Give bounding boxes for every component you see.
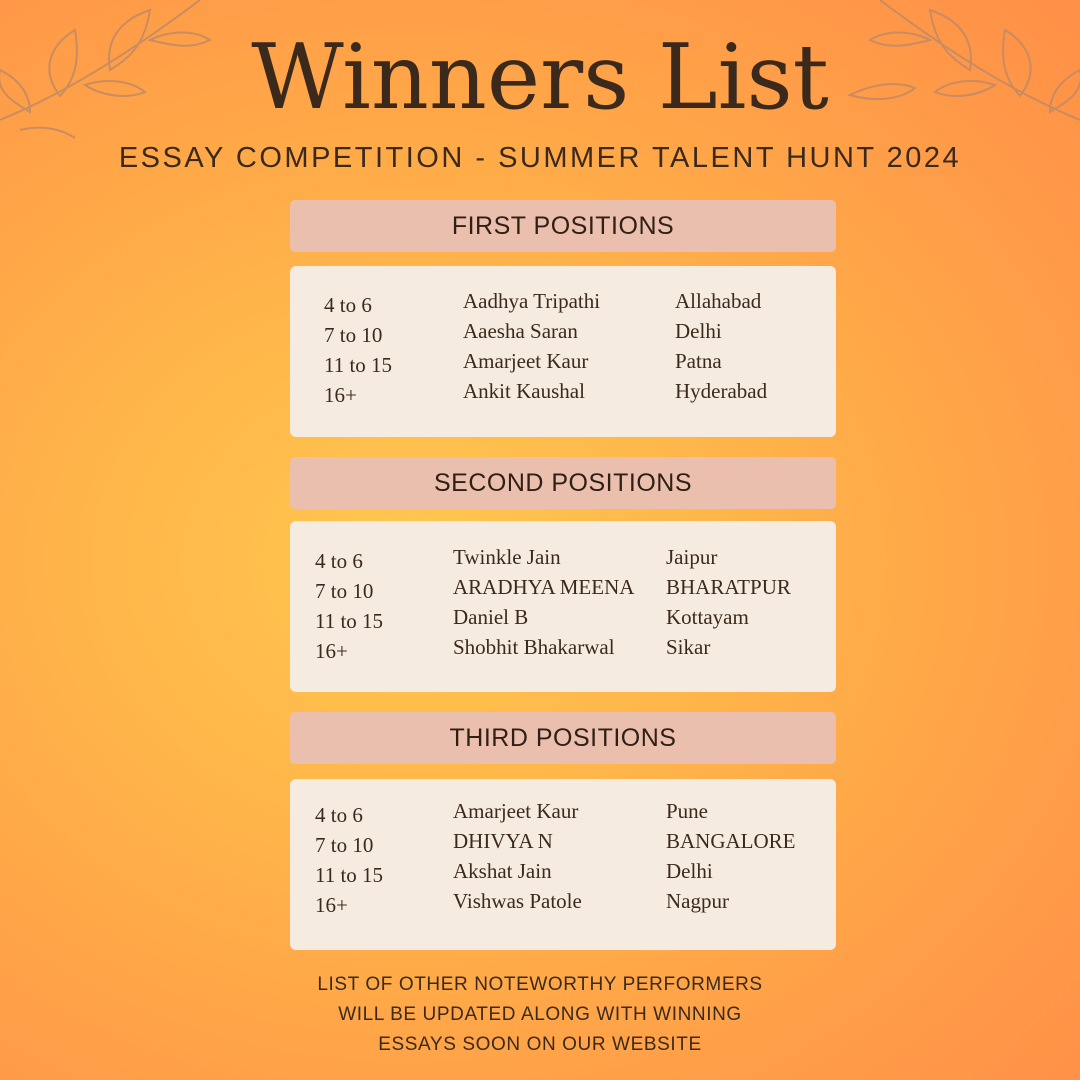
winner-name: Twinkle Jain [453, 545, 561, 569]
winner-city: Jaipur [666, 545, 718, 569]
winner-name: Vishwas Patole [453, 889, 582, 913]
age-group: 16+ [315, 893, 348, 917]
section-title-third: THIRD POSITIONS [290, 712, 836, 764]
results-card-second [290, 521, 836, 692]
winner-city: BHARATPUR [666, 575, 791, 599]
winner-name: Shobhit Bhakarwal [453, 635, 615, 659]
age-group: 7 to 10 [315, 579, 374, 603]
winner-city: Delhi [675, 319, 722, 343]
footer-line: WILL BE UPDATED ALONG WITH WINNING [338, 1004, 742, 1025]
table-row [290, 289, 836, 319]
age-group: 7 to 10 [324, 323, 383, 347]
footer-line: ESSAYS SOON ON OUR WEBSITE [378, 1034, 702, 1055]
winner-city: Pune [666, 799, 708, 823]
winner-name: Daniel B [453, 605, 529, 629]
table-row [290, 889, 836, 919]
table-row [290, 319, 836, 349]
winner-city: Delhi [666, 859, 713, 883]
winner-city: Patna [675, 349, 722, 373]
winner-city: BANGALORE [666, 829, 796, 853]
winner-city: Nagpur [666, 889, 729, 913]
age-group: 4 to 6 [315, 803, 363, 827]
page-title: Winners List [251, 25, 829, 130]
winner-name: Aadhya Tripathi [463, 289, 601, 313]
age-group: 11 to 15 [315, 863, 384, 887]
table-row [290, 635, 836, 665]
section-title-second: SECOND POSITIONS [290, 457, 836, 509]
winner-name: ARADHYA MEENA [453, 575, 635, 599]
page-subtitle: ESSAY COMPETITION - SUMMER TALENT HUNT 2024 [118, 142, 962, 174]
winner-name: Akshat Jain [453, 859, 552, 883]
results-card-first [290, 266, 836, 437]
winner-city: Kottayam [666, 605, 749, 629]
table-row [290, 859, 836, 889]
winner-name: Aaesha Saran [463, 319, 578, 343]
table-row [290, 349, 836, 379]
age-group: 16+ [315, 639, 348, 663]
age-group: 4 to 6 [324, 293, 372, 317]
age-group: 7 to 10 [315, 833, 374, 857]
age-group: 11 to 15 [324, 353, 393, 377]
footer-note [0, 970, 1080, 1060]
footer-line: LIST OF OTHER NOTEWORTHY PERFORMERS [317, 974, 763, 995]
age-group: 16+ [324, 383, 357, 407]
age-group: 11 to 15 [315, 609, 384, 633]
age-group: 4 to 6 [315, 549, 363, 573]
section-title-first: FIRST POSITIONS [290, 200, 836, 252]
winner-name: DHIVYA N [453, 829, 553, 853]
table-row [290, 605, 836, 635]
winner-city: Sikar [666, 635, 711, 659]
table-row [290, 545, 836, 575]
table-row [290, 379, 836, 409]
table-row [290, 799, 836, 829]
winner-city: Allahabad [675, 289, 762, 313]
results-card-third [290, 779, 836, 950]
table-row [290, 829, 836, 859]
winner-city: Hyderabad [675, 379, 768, 403]
table-row [290, 575, 836, 605]
winner-name: Amarjeet Kaur [463, 349, 589, 373]
winner-name: Amarjeet Kaur [453, 799, 579, 823]
winner-name: Ankit Kaushal [463, 379, 585, 403]
